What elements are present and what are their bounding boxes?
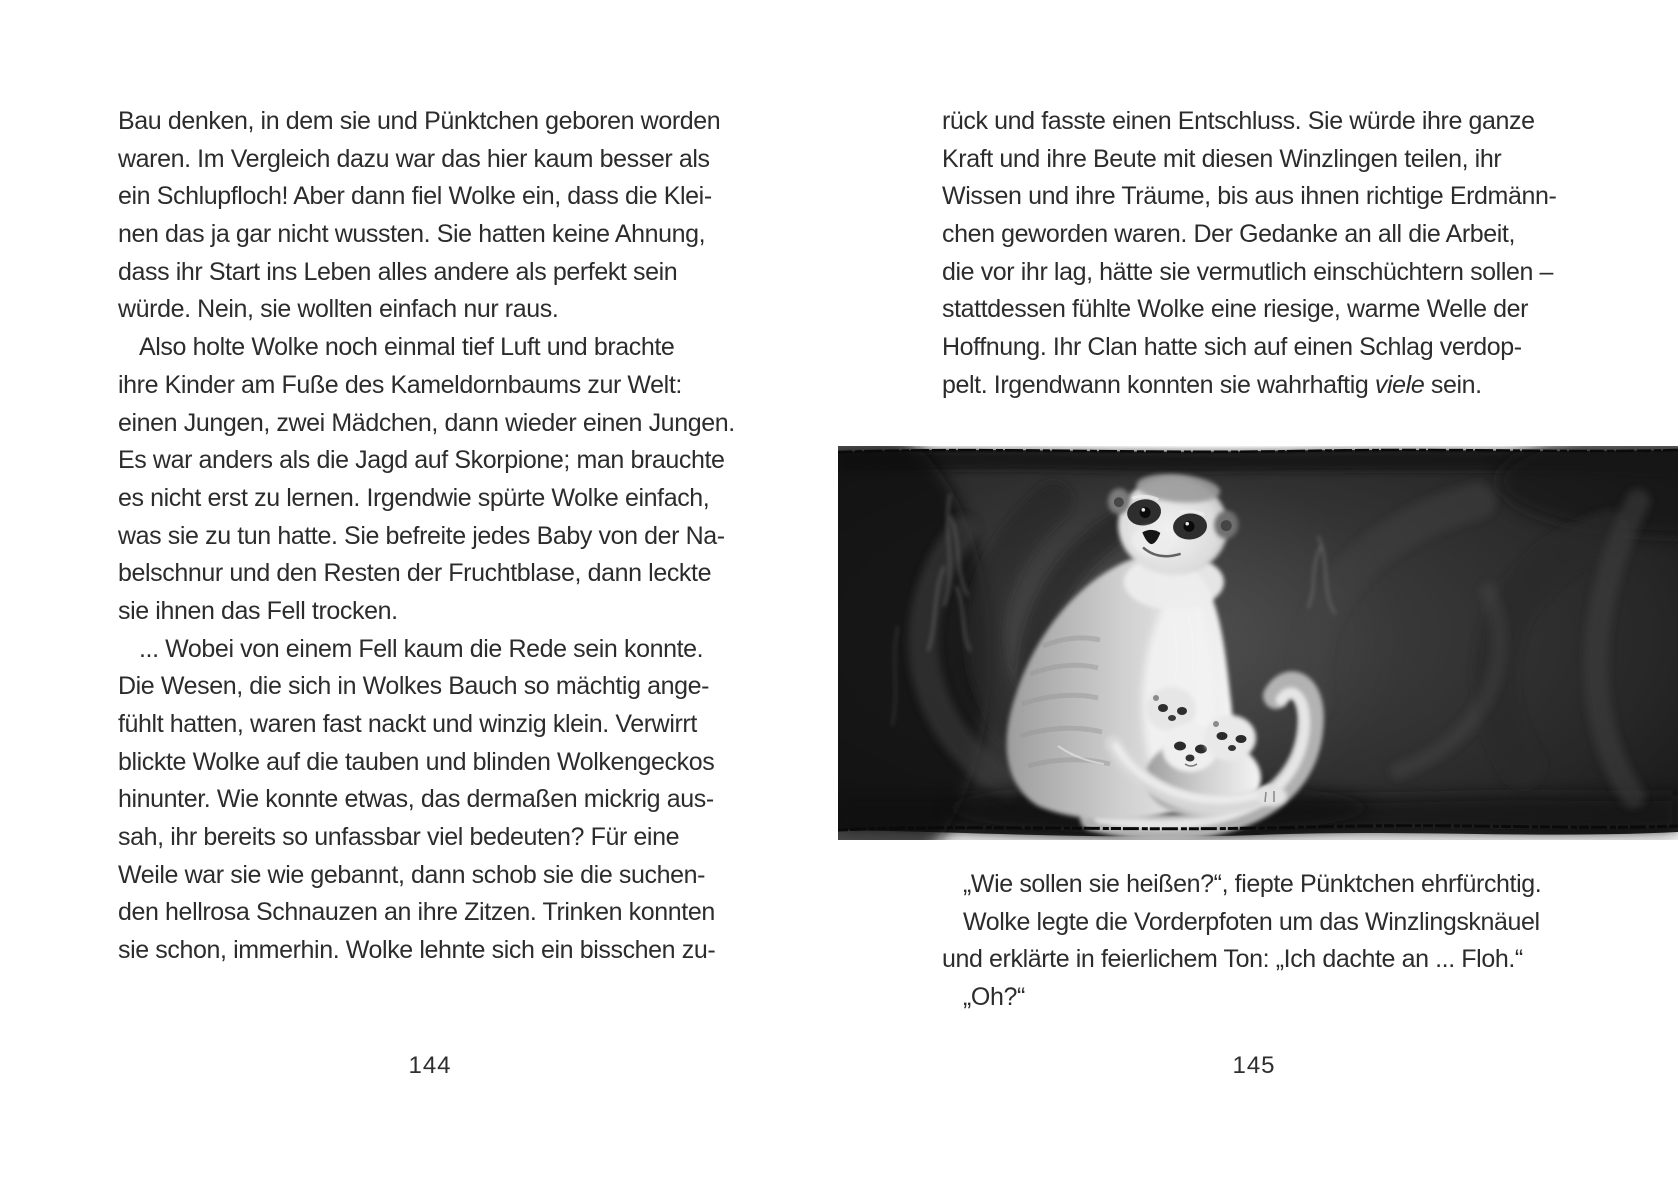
text-line: hinunter. Wie konnte etwas, das dermaßen mickrig aus- [118,785,714,814]
text-line: was sie zu tun hatte. Sie befreite jedes Baby von der Na- [118,521,725,550]
text-line: Die Wesen, die sich in Wolkes Bauch so mächtig ange- [118,672,710,701]
text-line: sah, ihr bereits so unfassbar viel bedeuten? Für eine [118,823,680,852]
text-line: einen Jungen, zwei Mädchen, dann wieder einen Jungen. [118,408,735,437]
paw [1257,786,1287,806]
text-line: Also holte Wolke noch einmal tief Luft und brachte [139,333,675,362]
text-line: Hoffnung. Ihr Clan hatte sich auf einen Schlag verdop- [942,333,1522,362]
text-line: ... Wobei von einem Fell kaum die Rede sein konnte. [139,634,704,663]
left-page-number: 144 [408,1052,452,1079]
text-line: rück und fasste einen Entschluss. Sie würde ihre ganze [942,107,1535,135]
text-line: sie ihnen das Fell trocken. [118,596,398,625]
text-line: es nicht erst zu lernen. Irgendwie spürte Wolke einfach, [118,483,710,512]
right-page-text-bottom [942,866,1566,1017]
text-line: Kraft und ihre Beute mit diesen Winzlingen teilen, ihr [942,144,1502,173]
text-line: den hellrosa Schnauzen an ihre Zitzen. Trinken konnten [118,898,715,927]
text-line: nen das ja gar nicht wussten. Sie hatten keine Ahnung, [118,220,706,249]
text-line: belschnur und den Resten der Fruchtblase, dann leckte [118,559,712,588]
text-line: Bau denken, in dem sie und Pünktchen geboren worden [118,107,721,135]
illustration-meerkat-burrow [838,446,1678,840]
text-line: Wolke legte die Vorderpfoten um das Winzlingsknäuel [963,907,1540,936]
text-line: fühlt hatten, waren fast nackt und winzig klein. Verwirrt [118,710,697,738]
text-line: Wissen und ihre Träume, bis aus ihnen richtige Erdmänn- [942,182,1557,211]
text-line: dass ihr Start ins Leben alles andere als perfekt sein [118,257,678,286]
text-line: blickte Wolke auf die tauben und blinden Wolkengeckos [118,747,715,776]
text-line: chen geworden waren. Der Gedanke an all die Arbeit, [942,220,1516,249]
text-line: „Oh?“ [963,983,1025,1012]
text-line: Es war anders als die Jagd auf Skorpione; man brauchte [118,446,725,475]
text-line: ihre Kinder am Fuße des Kameldornbaums zur Welt: [118,370,682,399]
right-page-text-top [942,103,1566,405]
text-line: „Wie sollen sie heißen?“, fiepte Pünktchen ehrfürchtig. [963,870,1542,898]
illustration-svg [838,446,1678,840]
text-line: waren. Im Vergleich dazu war das hier kaum besser als [118,144,710,173]
text-line: Weile war sie wie gebannt, dann schob sie die suchen- [118,860,706,889]
right-page-number: 145 [1232,1052,1276,1079]
left-page-text [118,103,742,970]
text-line: sie schon, immerhin. Wolke lehnte sich ein bisschen zu- [118,936,716,965]
text-line: ein Schlupfloch! Aber dann fiel Wolke ein, dass die Klei- [118,182,712,211]
text-line: pelt. Irgendwann konnten sie wahrhaftig viele sein. [942,370,1482,399]
text-line: stattdessen fühlte Wolke eine riesige, warme Welle der [942,295,1529,324]
text-line: die vor ihr lag, hätte sie vermutlich einschüchtern sollen – [942,257,1554,286]
pup-3 [1204,715,1256,761]
text-line: und erklärte in feierlichem Ton: „Ich dachte an ... Floh.“ [942,945,1523,974]
text-line: würde. Nein, sie wollten einfach nur raus. [118,295,559,324]
